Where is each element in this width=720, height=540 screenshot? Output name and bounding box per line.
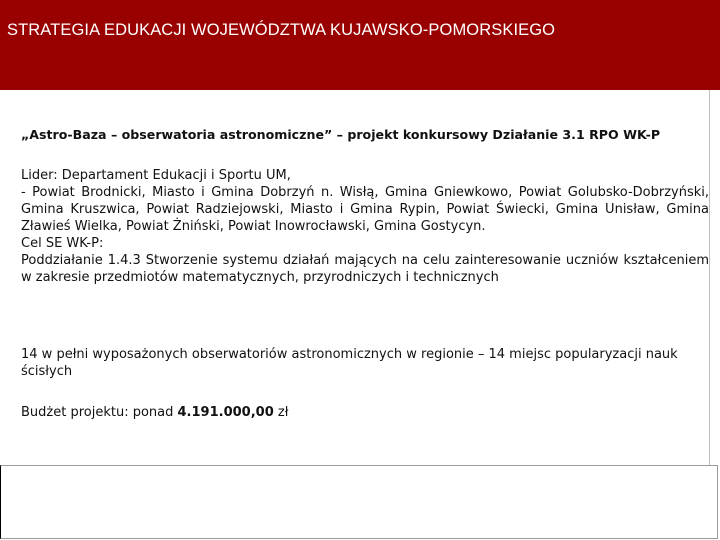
lider-label: Lider:: [21, 168, 58, 183]
budget-label: Budżet projektu: ponad: [21, 405, 178, 420]
observatories-text: 14 w pełni wyposażonych obserwatoriów astronomicznych w regionie – 14 miejsc popularyzacji nauk ścisłych: [21, 347, 678, 379]
page-title: STRATEGIA EDUKACJI WOJEWÓDZTWA KUJAWSKO-POMORSKIEGO: [7, 21, 556, 39]
partners-text: - Powiat Brodnicki, Miasto i Gmina Dobrzyń n. Wisłą, Gmina Gniewkowo, Powiat Golubsko-Dobrzyński, Gmina Kruszwica, Powiat Radziejowski, Miasto i Gmina Rypin, Powiat Świecki, Gmina Unisław, Gmina Zławieś Wielka, Powiat Żniński, Powiat Inowrocławski, Gmina Gostycyn.: [21, 185, 709, 234]
budget-value: 4.191.000,00: [177, 405, 274, 420]
header-bar: [0, 0, 720, 90]
budget-currency: zł: [273, 405, 289, 420]
budget-block: [21, 404, 709, 421]
observatories-block: [21, 346, 709, 380]
footer-box: [0, 465, 718, 539]
lider-line: [21, 167, 709, 184]
lider-value: Departament Edukacji i Sportu UM,: [57, 168, 291, 183]
goal-text: Cel SE WK-P:: [21, 236, 104, 251]
budget-line: [21, 404, 709, 421]
content-area: [21, 90, 710, 465]
project-subtitle: „Astro-Baza – obserwatoria astronomiczne” – projekt konkursowy Działanie 3.1 RPO WK-P: [21, 127, 661, 142]
subaction-text: Poddziałanie 1.4.3 Stworzenie systemu działań mających na celu zainteresowanie uczniów kształceniem w zakresie przedmiotów matematycznych, przyrodniczych i technicznych: [21, 253, 709, 285]
lider-block: [21, 167, 709, 286]
